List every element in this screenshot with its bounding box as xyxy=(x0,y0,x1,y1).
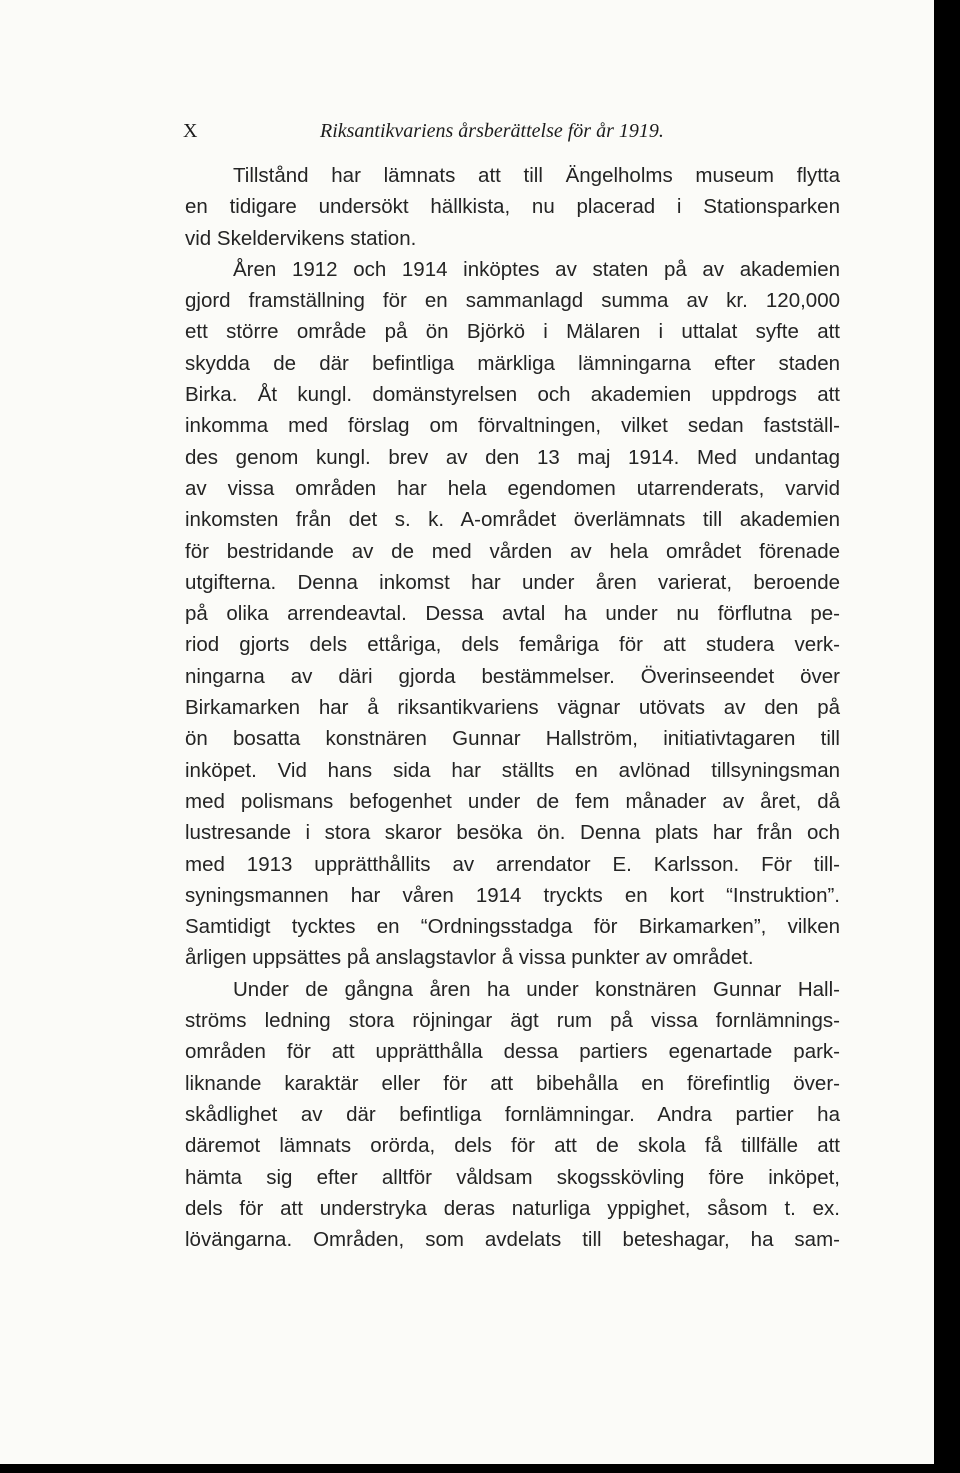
page-header xyxy=(183,120,843,148)
text-line: Samtidigt tycktes en “Ordningsstadga för Birkamarken”, vilken xyxy=(185,915,840,939)
text-line: områden för att upprätthålla dessa partiers egenartade park- xyxy=(185,1040,840,1064)
text-line: ett större område på ön Björkö i Mälaren i uttalat syfte att xyxy=(185,320,840,344)
text-line: des genom kungl. brev av den 13 maj 1914. Med undantag xyxy=(185,445,840,469)
text-line: liknande karaktär eller för att bibehålla en förefintlig över- xyxy=(185,1071,840,1095)
page-number: X xyxy=(183,120,198,142)
text-line: dels för att understryka deras naturliga yppighet, såsom t. ex. xyxy=(185,1196,840,1220)
text-line: skydda de där befintliga märkliga lämningarna efter staden xyxy=(185,351,840,375)
body-text xyxy=(185,160,840,1255)
text-line: inkomma med förslag om förvaltningen, vilket sedan fastställ- xyxy=(185,414,840,438)
text-line: syningsmannen har våren 1914 tryckts en kort “Instruktion”. xyxy=(185,883,840,907)
text-line: Tillstånd har lämnats att till Ängelholms museum flytta xyxy=(233,164,840,187)
text-line: lövängarna. Områden, som avdelats till beteshagar, ha sam- xyxy=(185,1228,840,1252)
text-line: ströms ledning stora röjningar ägt rum på vissa fornlämnings- xyxy=(185,1009,840,1033)
text-line: inköpet. Vid hans sida har ställts en avlönad tillsyningsman xyxy=(185,758,840,782)
text-line: med polismans befogenhet under de fem månader av året, då xyxy=(185,789,840,813)
text-line: med 1913 upprätthållits av arrendator E. Karlsson. För till- xyxy=(185,852,840,876)
text-line: ön bosatta konstnären Gunnar Hallström, initiativtagaren till xyxy=(185,727,840,751)
text-line: Åren 1912 och 1914 inköptes av staten på av akademien xyxy=(233,257,840,281)
text-line: en tidigare undersökt hällkista, nu placerad i Stationsparken xyxy=(185,195,840,219)
text-line: för bestridande av de med vården av hela området förenade xyxy=(185,539,840,563)
text-line: gjord framställning för en sammanlagd summa av kr. 120,000 xyxy=(185,289,840,313)
text-line: Birkamarken har å riksantikvariens vägnar utövats av den på xyxy=(185,696,840,720)
text-line: Birka. Åt kungl. domänstyrelsen och akademien uppdrogs att xyxy=(185,383,840,407)
text-line: Under de gångna åren ha under konstnären Gunnar Hall- xyxy=(233,977,840,1001)
text-line: årligen uppsättes på anslagstavlor å vissa punkter av området. xyxy=(185,946,754,970)
text-line: skådlighet av där befintliga fornlämningar. Andra partier ha xyxy=(185,1102,840,1126)
text-line: vid Skeldervikens station. xyxy=(185,226,417,250)
text-line: däremot lämnats orörda, dels för att de skola få tillfälle att xyxy=(185,1134,840,1158)
text-line: inkomsten från det s. k. A-området överlämnats till akademien xyxy=(185,508,840,532)
text-line: ningarna av däri gjorda bestämmelser. Överinseendet över xyxy=(185,664,840,688)
running-title: Riksantikvariens årsberättelse för år 1919. xyxy=(320,120,664,142)
text-line: hämta sig efter alltför våldsam skogsskövling före inköpet, xyxy=(185,1165,840,1189)
text-line: utgifterna. Denna inkomst har under åren varierat, beroende xyxy=(185,570,840,594)
text-line: av vissa områden har hela egendomen utarrenderats, varvid xyxy=(185,476,840,500)
text-line: riod gjorts dels ettåriga, dels femåriga för att studera verk- xyxy=(185,633,840,657)
text-line: lustresande i stora skaror besöka ön. Denna plats har från och xyxy=(185,821,840,845)
text-line: på olika arrendeavtal. Dessa avtal ha under nu förflutna pe- xyxy=(185,602,840,626)
